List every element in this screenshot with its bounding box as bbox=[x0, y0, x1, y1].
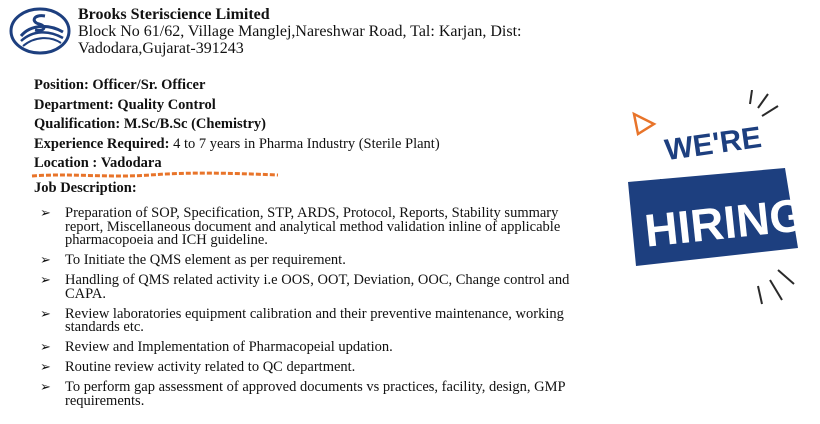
arrow-bullet-icon: ➢ bbox=[40, 306, 51, 322]
field-department-label: Department: bbox=[34, 96, 114, 113]
field-qualification bbox=[34, 115, 440, 135]
company-address-line1: Block No 61/62, Village Manglej,Nareshwar Road, Tal: Karjan, Dist: bbox=[78, 23, 522, 40]
job-fields bbox=[34, 76, 440, 174]
hiring-banner bbox=[600, 90, 820, 340]
field-experience-label: Experience Required: bbox=[34, 135, 170, 152]
arrow-bullet-icon: ➢ bbox=[40, 360, 51, 375]
arrow-bullet-icon: ➢ bbox=[40, 340, 51, 355]
field-location-value: Vadodara bbox=[100, 155, 162, 172]
arrow-bullet-icon: ➢ bbox=[40, 273, 51, 288]
field-location-label: Location : bbox=[34, 155, 98, 172]
company-header bbox=[78, 6, 521, 57]
arrow-bullet-icon: ➢ bbox=[40, 206, 51, 221]
field-experience-value: 4 to 7 years in Pharma Industry (Sterile Plant) bbox=[173, 135, 440, 152]
company-address-line2: Vadodara,Gujarat-391243 bbox=[78, 40, 244, 57]
field-position-value: Officer/Sr. Officer bbox=[92, 77, 206, 93]
arrow-bullet-icon: ➢ bbox=[40, 380, 51, 395]
list-item bbox=[40, 361, 600, 375]
banner-top-text: WE'RE bbox=[662, 120, 764, 168]
list-item-text: Handling of QMS related activity i.e OOS, OOT, Deviation, OOC, Change control and CAPA. bbox=[65, 272, 570, 302]
list-item bbox=[40, 274, 600, 301]
field-qualification-value: M.Sc/B.Sc (Chemistry) bbox=[123, 116, 266, 133]
list-item bbox=[40, 341, 600, 355]
list-item bbox=[40, 305, 600, 335]
field-department bbox=[34, 96, 440, 116]
list-item bbox=[40, 207, 600, 248]
field-department-value: Quality Control bbox=[117, 96, 216, 113]
banner-main-text: HIRING bbox=[642, 188, 808, 257]
field-position bbox=[34, 76, 440, 96]
list-item-text: To perform gap assessment of approved documents vs practices, facility, design, GMP requirements. bbox=[65, 379, 566, 409]
list-item-text: Review and Implementation of Pharmacopeial updation. bbox=[65, 339, 393, 355]
field-experience bbox=[34, 135, 440, 155]
arrow-bullet-icon: ➢ bbox=[40, 253, 51, 268]
list-item bbox=[40, 254, 600, 268]
list-item-text: Preparation of SOP, Specification, STP, ARDS, Protocol, Reports, Stability summary report, Miscellaneous document and analytical method validation inline of applicable pharmacopoeia and ICH guideline. bbox=[65, 205, 561, 248]
job-description-title: Job Description: bbox=[34, 180, 137, 196]
list-item-text: To Initiate the QMS element as per requirement. bbox=[65, 252, 346, 268]
job-description-list bbox=[40, 207, 600, 415]
field-qualification-label: Qualification: bbox=[34, 116, 121, 133]
field-position-label: Position: bbox=[34, 77, 89, 93]
company-name: Brooks Steriscience Limited bbox=[78, 6, 270, 23]
arrow-decoration-icon bbox=[634, 114, 654, 134]
company-logo bbox=[9, 6, 71, 56]
list-item-text: Routine review activity related to QC department. bbox=[65, 359, 356, 375]
list-item bbox=[40, 381, 600, 408]
list-item-text: Review laboratories equipment calibration and their preventive maintenance, working standards etc. bbox=[65, 305, 564, 335]
